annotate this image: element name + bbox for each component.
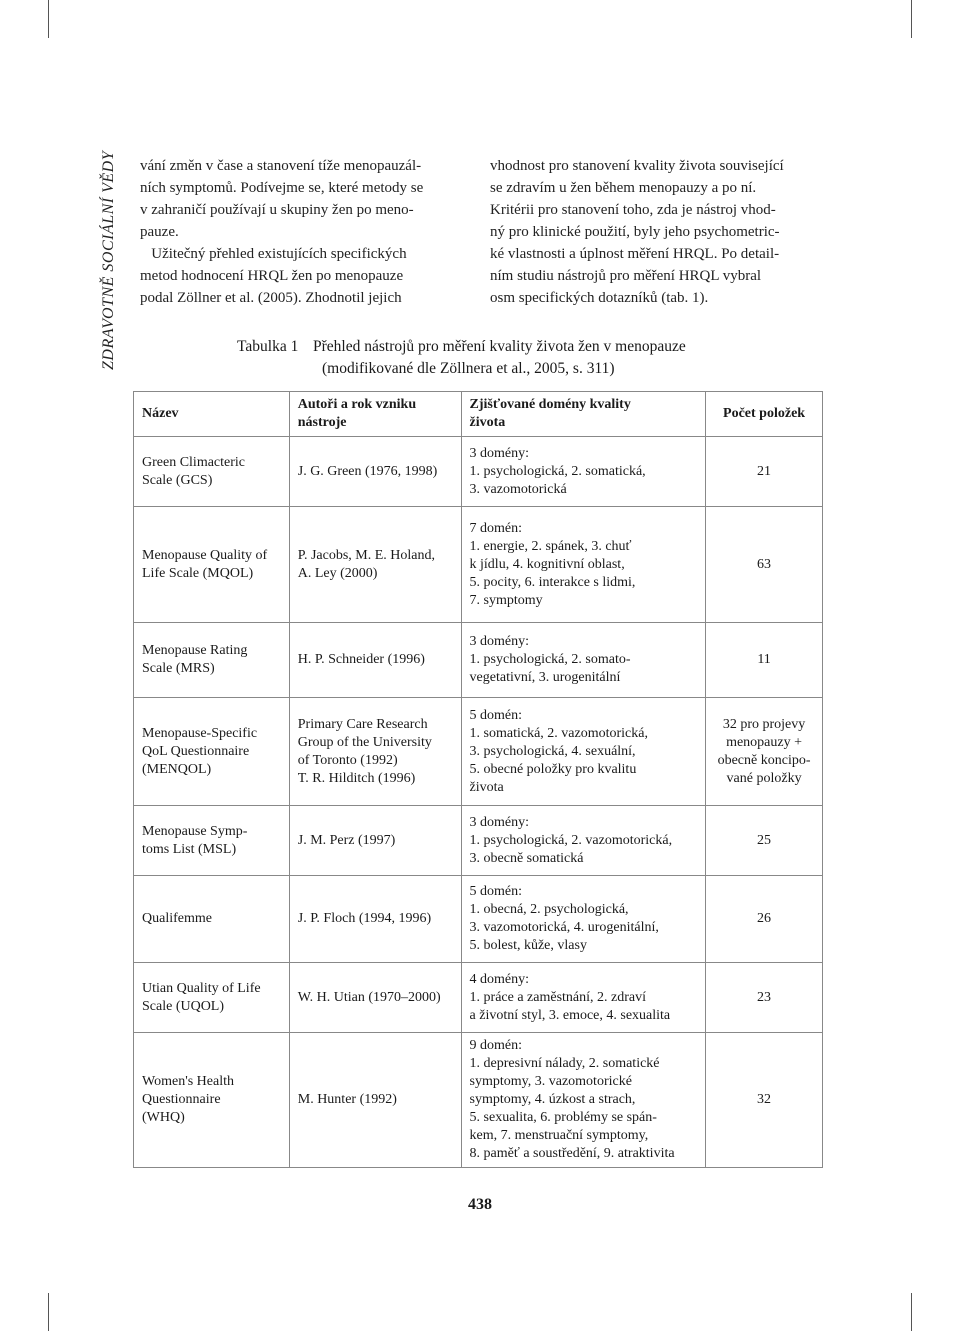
cell-domains-line: 1. psychologická, 2. somato- <box>469 652 631 667</box>
cell-domains <box>461 963 706 1033</box>
cell-domains-line: symptomy, 4. úzkost a strach, <box>469 1092 636 1107</box>
body-line: Užitečný přehled existujících specifických <box>140 246 407 262</box>
body-line: podal Zöllner et al. (2005). Zhodnotil jejich <box>140 290 402 306</box>
cell-authors <box>289 876 461 963</box>
cell-authors-line: P. Jacobs, M. E. Holand, <box>297 547 436 563</box>
cell-domains-line: 5. obecné položky pro kvalitu <box>469 761 637 777</box>
table-row <box>134 623 823 698</box>
cell-domains-line: vegetativní, 3. urogenitální <box>469 670 621 685</box>
cell-item-count-line: obecně koncipo- <box>717 752 811 768</box>
cell-domains-line: 3 domény: <box>469 634 530 649</box>
cell-item-count-line: 63 <box>757 556 772 572</box>
cell-domains-line: k jídlu, 4. kognitivní oblast, <box>469 556 625 572</box>
cell-name-line: Qualifemme <box>142 911 212 926</box>
cell-domains <box>461 876 706 963</box>
cell-name-line: (MENQOL) <box>142 761 212 777</box>
cell-item-count-line: 25 <box>757 832 772 848</box>
cell-item-count <box>706 963 823 1033</box>
cell-item-count-line: 32 pro projevy <box>722 716 806 732</box>
cell-domains-line: 4 domény: <box>469 971 530 987</box>
cell-domains-line: 1. energie, 2. spánek, 3. chuť <box>469 538 632 554</box>
cell-name <box>134 806 290 876</box>
table-caption-title: Přehled nástrojů pro měření kvality života žen v menopauze <box>313 338 686 355</box>
cell-name <box>134 437 290 507</box>
table-header-row <box>134 392 823 437</box>
cell-domains-line: 3. psychologická, 4. sexuální, <box>469 743 636 759</box>
body-line: vhodnost pro stanovení kvality života související <box>490 158 784 174</box>
cell-name-line: QoL Questionnaire <box>142 743 250 759</box>
header-item-count: Počet položek <box>706 392 823 437</box>
cell-domains <box>461 1033 706 1168</box>
cell-authors <box>289 1033 461 1168</box>
cell-domains-line: 1. depresivní nálady, 2. somatické <box>469 1056 660 1071</box>
table-caption <box>237 336 686 380</box>
cell-domains-line: kem, 7. menstruační symptomy, <box>469 1128 649 1143</box>
body-column-left <box>140 155 465 309</box>
cell-authors <box>289 623 461 698</box>
cell-domains-line: 3. vazomotorická, 4. urogenitální, <box>469 920 659 935</box>
crop-mark-top-left <box>48 0 49 38</box>
instruments-table <box>133 391 823 1168</box>
body-line: v zahraničí používají u skupiny žen po meno- <box>140 202 414 218</box>
body-line: vání změn v čase a stanovení tíže menopauzál- <box>140 158 422 174</box>
body-line: ké vlastnosti a úplnost měření HRQL. Po detail- <box>490 246 780 262</box>
cell-name <box>134 698 290 806</box>
cell-authors-line: M. Hunter (1992) <box>297 1092 397 1107</box>
cell-domains-line: 5. pocity, 6. interakce s lidmi, <box>469 574 636 590</box>
table-row <box>134 963 823 1033</box>
body-line: ný pro klinické použití, byly jeho psychometric- <box>490 224 780 240</box>
cell-authors <box>289 698 461 806</box>
cell-domains-line: symptomy, 3. vazomotorické <box>469 1074 632 1089</box>
cell-item-count-line: menopauzy + <box>726 734 803 750</box>
body-column-right <box>490 155 820 309</box>
cell-name-line: Life Scale (MQOL) <box>142 565 254 581</box>
cell-name-line: Menopause Quality of <box>142 547 268 563</box>
cell-name-line: Green Climacteric <box>142 454 246 470</box>
crop-mark-bottom-left <box>48 1293 49 1331</box>
cell-domains-line: 5. bolest, kůže, vlasy <box>469 938 587 953</box>
crop-mark-bottom-right <box>911 1293 912 1331</box>
cell-item-count <box>706 623 823 698</box>
cell-item-count <box>706 876 823 963</box>
cell-domains-line: 1. práce a zaměstnání, 2. zdraví <box>469 989 647 1005</box>
cell-name-line: Menopause-Specific <box>142 725 258 741</box>
cell-domains-line: 3. obecně somatická <box>469 850 584 866</box>
cell-authors-line: T. R. Hilditch (1996) <box>297 770 416 786</box>
body-line: ních symptomů. Podívejme se, které metody se <box>140 180 424 196</box>
cell-name-line: Scale (GCS) <box>142 472 213 488</box>
body-line: Kritérii pro stanovení toho, zda je nástroj vhod- <box>490 202 776 218</box>
cell-domains <box>461 507 706 623</box>
cell-authors <box>289 507 461 623</box>
cell-item-count <box>706 806 823 876</box>
journal-side-title: ZDRAVOTNĚ SOCIÁLNÍ VĚDY <box>100 150 117 370</box>
table-row <box>134 437 823 507</box>
cell-authors-line: of Toronto (1992) <box>297 752 398 768</box>
cell-authors <box>289 437 461 507</box>
body-line: osm specifických dotazníků (tab. 1). <box>490 290 709 306</box>
header-domains: Zjišťované domény kvality života <box>461 392 706 437</box>
cell-domains-line: 7. symptomy <box>469 592 543 608</box>
body-line: se zdravím u žen během menopauzy a po ní. <box>490 180 757 196</box>
header-name: Název <box>134 392 290 437</box>
cell-domains <box>461 437 706 507</box>
cell-domains-line: života <box>469 779 504 795</box>
cell-domains <box>461 806 706 876</box>
cell-name <box>134 507 290 623</box>
cell-domains <box>461 698 706 806</box>
cell-name-line: Menopause Rating <box>142 643 248 658</box>
cell-name <box>134 876 290 963</box>
cell-name-line: Menopause Symp- <box>142 823 248 839</box>
cell-authors-line: Group of the University <box>297 734 432 750</box>
cell-name <box>134 963 290 1033</box>
cell-item-count <box>706 698 823 806</box>
crop-mark-top-right <box>911 0 912 38</box>
cell-name-line: (WHQ) <box>142 1110 185 1125</box>
cell-domains-line: 9 domén: <box>469 1038 523 1053</box>
cell-name-line: Scale (MRS) <box>142 661 215 676</box>
body-line: metod hodnocení HRQL žen po menopauze <box>140 268 404 284</box>
cell-item-count <box>706 1033 823 1168</box>
cell-domains-line: a životní styl, 3. emoce, 4. sexualita <box>469 1007 671 1023</box>
cell-item-count-line: 23 <box>757 989 772 1005</box>
table-row <box>134 1033 823 1168</box>
cell-authors-line: J. M. Perz (1997) <box>297 832 396 848</box>
cell-authors-line: W. H. Utian (1970–2000) <box>297 989 441 1005</box>
cell-domains-line: 1. psychologická, 2. vazomotorická, <box>469 832 673 848</box>
cell-name-line: Utian Quality of Life <box>142 980 261 996</box>
cell-domains-line: 5 domén: <box>469 707 523 723</box>
cell-name-line: Questionnaire <box>142 1092 221 1107</box>
table-row <box>134 507 823 623</box>
cell-authors-line: A. Ley (2000) <box>297 565 378 581</box>
cell-authors-line: J. G. Green (1976, 1998) <box>297 463 438 479</box>
table-caption-source: (modifikované dle Zöllnera et al., 2005, s. 311) <box>322 360 615 377</box>
table-row <box>134 806 823 876</box>
cell-domains-line: 1. psychologická, 2. somatická, <box>469 463 646 479</box>
cell-authors-line: J. P. Floch (1994, 1996) <box>297 911 432 926</box>
cell-domains <box>461 623 706 698</box>
cell-domains-line: 3 domény: <box>469 814 530 830</box>
cell-item-count <box>706 437 823 507</box>
cell-domains-line: 5. sexualita, 6. problémy se spán- <box>469 1110 657 1125</box>
cell-domains-line: 1. obecná, 2. psychologická, <box>469 902 629 917</box>
cell-name-line: toms List (MSL) <box>142 841 237 857</box>
cell-name <box>134 1033 290 1168</box>
cell-name-line: Women's Health <box>142 1074 234 1089</box>
cell-authors <box>289 963 461 1033</box>
cell-name <box>134 623 290 698</box>
cell-authors <box>289 806 461 876</box>
cell-domains-line: 3. vazomotorická <box>469 481 567 497</box>
body-line: pauze. <box>140 224 179 240</box>
cell-domains-line: 8. paměť a soustředění, 9. atraktivita <box>469 1146 675 1161</box>
cell-domains-line: 5 domén: <box>469 884 523 899</box>
table-row <box>134 876 823 963</box>
table-caption-number: Tabulka 1 <box>237 338 299 355</box>
cell-item-count-line: 21 <box>757 463 772 479</box>
cell-item-count-line: 26 <box>757 911 772 926</box>
cell-domains-line: 1. somatická, 2. vazomotorická, <box>469 725 648 741</box>
cell-item-count-line: vané položky <box>726 770 802 786</box>
cell-name-line: Scale (UQOL) <box>142 998 225 1014</box>
cell-item-count-line: 11 <box>757 652 771 667</box>
body-line: ním studiu nástrojů pro měření HRQL vybral <box>490 268 762 284</box>
cell-authors-line: Primary Care Research <box>297 716 428 732</box>
header-authors: Autoři a rok vzniku nástroje <box>289 392 461 437</box>
cell-domains-line: 7 domén: <box>469 520 523 536</box>
table-row <box>134 698 823 806</box>
cell-domains-line: 3 domény: <box>469 445 530 461</box>
cell-item-count <box>706 507 823 623</box>
cell-authors-line: H. P. Schneider (1996) <box>297 652 425 667</box>
page-number: 438 <box>468 1196 492 1213</box>
cell-item-count-line: 32 <box>757 1092 772 1107</box>
